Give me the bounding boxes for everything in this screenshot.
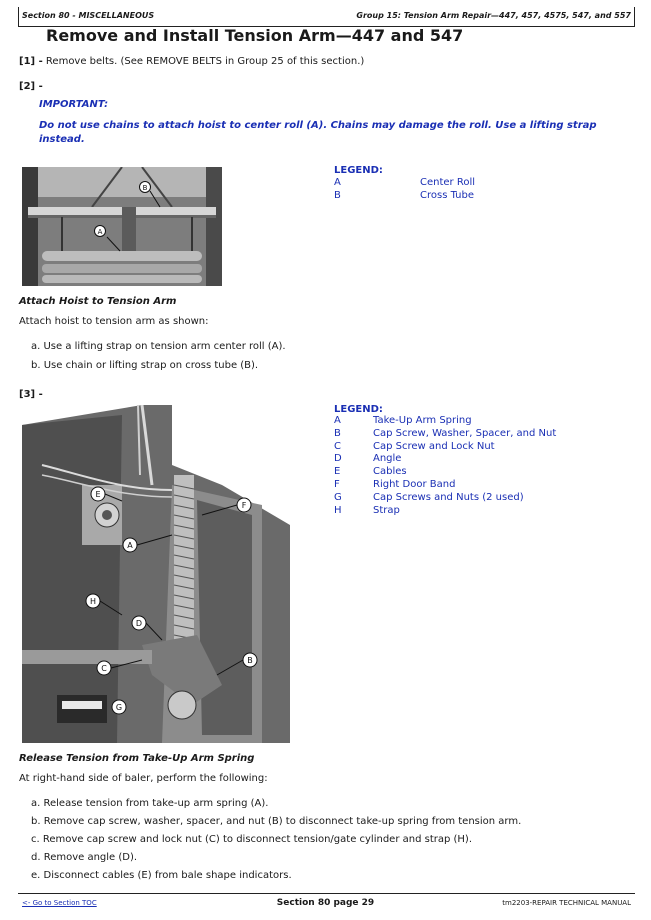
legend-2-key: H [334, 504, 342, 516]
legend-2-key: B [334, 427, 341, 439]
legend-2-label: Cables [373, 466, 407, 478]
legend-2-label: Cap Screw and Lock Nut [373, 440, 495, 452]
legend-1-row [334, 190, 475, 203]
important-label: IMPORTANT: [39, 99, 109, 110]
legend-2-row [334, 428, 556, 441]
legend-2 [334, 404, 556, 517]
figure2-callout-h: H [89, 597, 97, 606]
step-2-number: [2] - [19, 81, 43, 92]
legend-1-label: Center Roll [420, 177, 476, 188]
header-section: Section 80 - MISCELLANEOUS [22, 11, 155, 20]
release-tension-intro: At right-hand side of baler, perform the following: [19, 773, 268, 784]
attach-step-b: b. Use chain or lifting strap on cross tube (B). [31, 360, 259, 371]
footer-page-number: Section 80 page 29 [276, 898, 375, 908]
legend-1 [334, 165, 475, 203]
legend-2-row [334, 505, 556, 518]
release-step-b: b. Remove cap screw, washer, spacer, and nut (B) to disconnect take-up spring from tension arm. [31, 816, 522, 827]
header-left-rule [18, 7, 19, 26]
legend-2-key: G [334, 491, 342, 503]
attach-hoist-intro: Attach hoist to tension arm as shown: [19, 316, 209, 327]
release-step-c: c. Remove cap screw and lock nut (C) to disconnect tension/gate cylinder and strap (H). [31, 834, 473, 845]
legend-2-row [334, 492, 556, 505]
legend-2-row [334, 466, 556, 479]
legend-2-label: Cap Screw, Washer, Spacer, and Nut [373, 427, 557, 439]
legend-2-label: Angle [373, 453, 402, 465]
figure1-callout-b: B [142, 184, 148, 192]
go-to-section-toc-link[interactable]: <- Go to Section TOC [22, 899, 97, 907]
legend-2-row [334, 441, 556, 454]
attach-step-a: a. Use a lifting strap on tension arm center roll (A). [31, 341, 286, 352]
step-1 [19, 56, 364, 67]
legend-1-label: Cross Tube [420, 189, 475, 201]
figure2-callout-g: G [115, 703, 123, 712]
header-group: Group 15: Tension Arm Repair—447, 457, 4575, 547, and 557 [356, 11, 631, 20]
release-tension-heading: Release Tension from Take-Up Arm Spring [19, 753, 255, 764]
header-right-rule [634, 7, 635, 26]
legend-2-label: Take-Up Arm Spring [373, 415, 472, 426]
step-3-number: [3] - [19, 389, 43, 400]
footer-divider [18, 893, 635, 894]
legend-1-key: B [334, 189, 341, 201]
legend-2-row [334, 479, 556, 492]
step-1-text: Remove belts. (See REMOVE BELTS in Group 25 of this section.) [45, 56, 365, 67]
legend-2-key: D [334, 453, 342, 465]
legend-2-key: C [334, 440, 341, 452]
legend-2-label: Cap Screws and Nuts (2 used) [373, 491, 524, 503]
figure2-callout-c: C [101, 664, 107, 673]
page-title: Remove and Install Tension Arm—447 and 547 [46, 26, 464, 45]
figure2-callout-b: B [247, 656, 253, 665]
legend-1-key: A [334, 177, 341, 188]
figure2-callout-d: D [135, 619, 143, 628]
legend-2-key: F [334, 478, 340, 490]
legend-2-title: LEGEND: [334, 404, 383, 415]
figure2-callout-e: E [95, 490, 101, 499]
important-text: Do not use chains to attach hoist to center roll (A). Chains may damage the roll. Use a lifting strap instead. [39, 120, 597, 145]
figure1-callout-a: A [97, 228, 103, 236]
legend-2-row [334, 415, 556, 428]
legend-2-label: Strap [373, 504, 400, 516]
figure-tension-arm-hoist [22, 167, 222, 286]
release-step-e: e. Disconnect cables (E) from bale shape indicators. [31, 870, 292, 881]
release-step-d: d. Remove angle (D). [31, 852, 138, 863]
legend-2-key: A [334, 415, 341, 426]
legend-1-title: LEGEND: [334, 165, 383, 176]
step-1-number: [1] - [19, 56, 43, 67]
figure2-callout-a: A [127, 541, 133, 550]
footer-manual-title: tm2203-REPAIR TECHNICAL MANUAL [502, 899, 631, 907]
legend-1-row [334, 177, 475, 190]
figure-take-up-spring [22, 405, 290, 743]
legend-2-key: E [334, 466, 341, 478]
legend-2-label: Right Door Band [373, 478, 456, 490]
release-step-a: a. Release tension from take-up arm spring (A). [31, 798, 269, 809]
attach-hoist-heading: Attach Hoist to Tension Arm [19, 296, 177, 307]
legend-2-row [334, 453, 556, 466]
figure2-callout-f: F [241, 501, 247, 510]
